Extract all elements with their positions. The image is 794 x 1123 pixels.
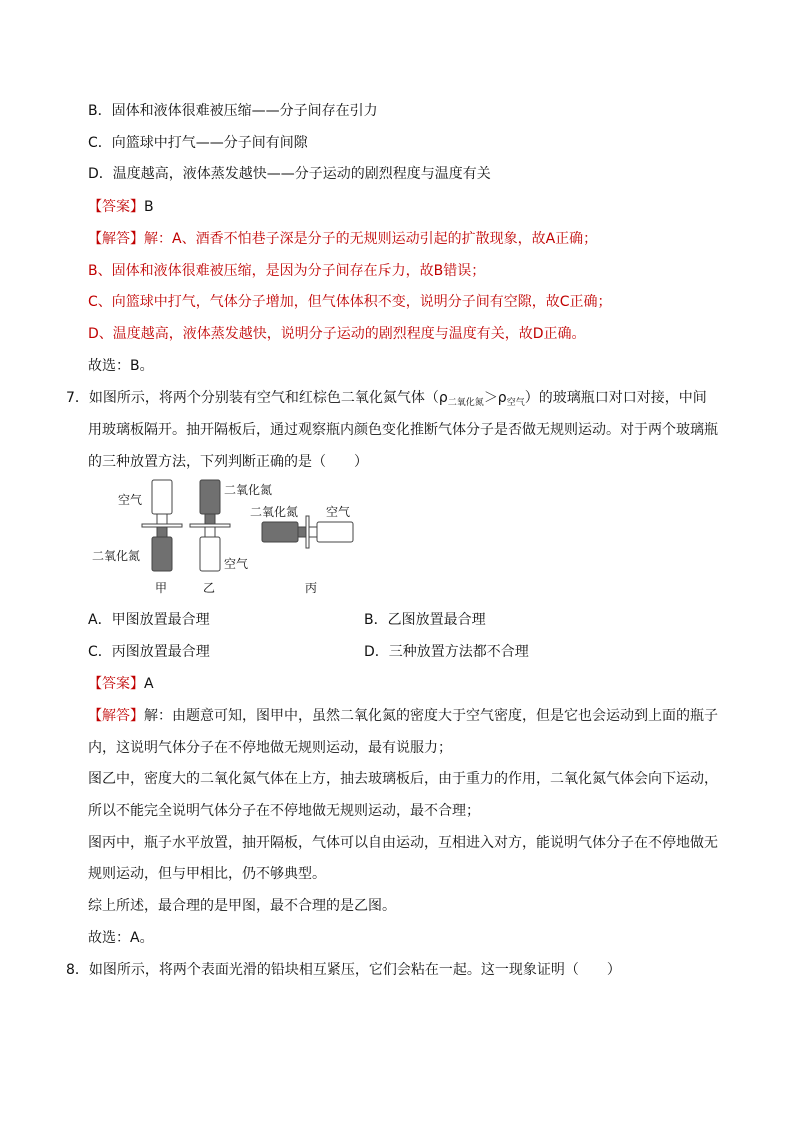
analysis-tag: 【解答】 [88, 708, 144, 724]
q6-option-c: C．向篮球中打气——分子间有间隙 [88, 135, 308, 151]
bing-air-label: 空气 [326, 505, 351, 519]
stem-text: ）的玻璃瓶口对口对接，中间 [524, 390, 707, 406]
yi-air-label: 空气 [224, 557, 249, 571]
q6-analysis-line: B、固体和液体很难被压缩，是因为分子间存在斥力，故B错误； [88, 263, 486, 279]
jia-label: 甲 [155, 581, 168, 595]
q6-option-b: B．固体和液体很难被压缩——分子间存在引力 [88, 103, 378, 119]
q7-option-a: A．甲图放置最合理 [88, 612, 210, 628]
analysis-text: 解：由题意可知，图甲中，虽然二氧化氮的密度大于空气密度，但是它也会运动到上面的瓶子 [144, 708, 718, 724]
q6-choose: 故选：B。 [88, 358, 154, 374]
bing-no2-label: 二氧化氮 [250, 505, 299, 519]
answer-tag: 【答案】 [88, 199, 144, 215]
q7-stem-line2: 用玻璃板隔开。抽开隔板后，通过观察瓶内颜色变化推断气体分子是否做无规则运动。对于两个玻璃瓶 [88, 422, 718, 438]
yi-label: 乙 [203, 581, 216, 595]
analysis-text: 解：A、酒香不怕巷子深是分子的无规则运动引起的扩散现象，故A正确； [144, 231, 598, 247]
q7-choose: 故选：A。 [88, 930, 154, 946]
q7-option-d: D．三种放置方法都不合理 [364, 644, 529, 660]
q6-analysis-line: D、温度越高，液体蒸发越快，说明分子运动的剧烈程度与温度有关，故D正确。 [88, 326, 586, 342]
q6-answer [88, 197, 154, 217]
q7-analysis-line: 规则运动，但与甲相比，仍不够典型。 [88, 866, 326, 882]
q7-analysis-line: 内，这说明气体分子在不停地做无规则运动，最有说服力； [88, 740, 452, 756]
answer-value: A [144, 676, 154, 692]
jia-no2-label: 二氧化氮 [92, 549, 141, 563]
q7-option-b: B．乙图放置最合理 [364, 612, 486, 628]
q7-analysis-line: 图乙中，密度大的二氧化氮气体在上方，抽去玻璃板后，由于重力的作用，二氧化氮气体会向下运动， [88, 771, 718, 787]
figure-yi [190, 480, 272, 595]
q7-answer [88, 674, 154, 694]
figure-jia [92, 480, 182, 595]
q7-option-c: C．丙图放置最合理 [88, 644, 210, 660]
q6-analysis-line: C、向篮球中打气，气体分子增加，但气体体积不变，说明分子间有空隙，故C正确； [88, 294, 612, 310]
q7-stem-line1 [66, 388, 707, 410]
stem-text: 7．如图所示，将两个分别装有空气和红棕色二氧化氮气体（ρ [66, 390, 448, 406]
q7-analysis-line: 综上所述，最合理的是甲图，最不合理的是乙图。 [88, 898, 396, 914]
q7-stem-line3: 的三种放置方法，下列判断正确的是（ ） [88, 454, 368, 470]
subscript-air: 空气 [506, 398, 525, 408]
subscript-no2: 二氧化氮 [447, 398, 484, 408]
q7-analysis-line: 图丙中，瓶子水平放置，抽开隔板，气体可以自由运动，互相进入对方，能说明气体分子在不停地做无 [88, 835, 718, 851]
q8-stem: 8．如图所示，将两个表面光滑的铅块相互紧压，它们会粘在一起。这一现象证明（ ） [66, 962, 621, 978]
q7-analysis-line: 所以不能完全说明气体分子在不停地做无规则运动，最不合理； [88, 803, 480, 819]
answer-tag: 【答案】 [88, 676, 144, 692]
analysis-tag: 【解答】 [88, 231, 144, 247]
q6-option-d: D．温度越高，液体蒸发越快——分子运动的剧烈程度与温度有关 [88, 166, 491, 182]
stem-text: ＞ρ [483, 390, 507, 406]
q7-analysis-first [88, 706, 718, 726]
bing-label: 丙 [305, 581, 318, 595]
answer-value: B [144, 199, 154, 215]
bottles-figure [88, 478, 368, 598]
q6-analysis-first [88, 229, 597, 249]
figure-bing [250, 504, 353, 595]
yi-no2-label: 二氧化氮 [224, 483, 273, 497]
jia-air-label: 空气 [118, 493, 143, 507]
